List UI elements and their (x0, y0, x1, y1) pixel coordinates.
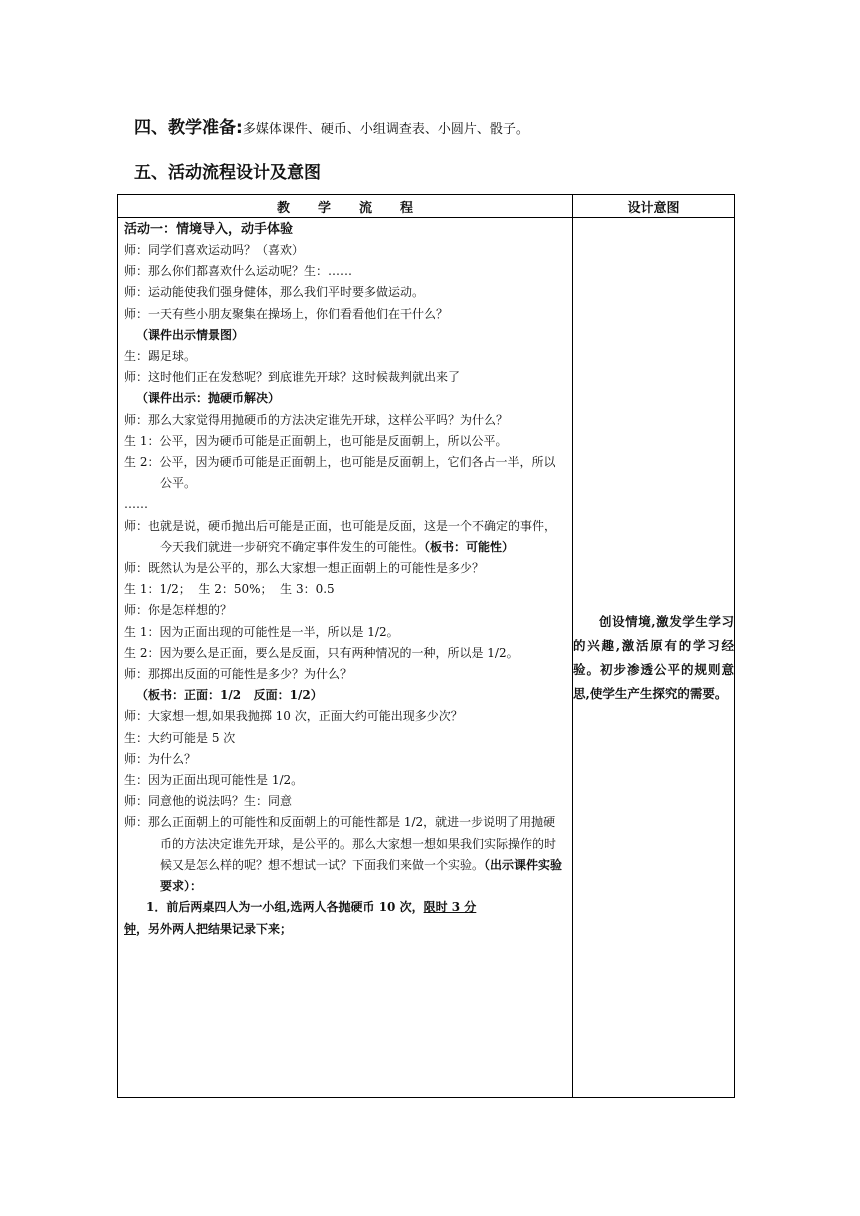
intent-cell (573, 218, 735, 1098)
flow-line: 师：为什么？ (124, 751, 197, 766)
flow-line: 师：你是怎样想的？ (124, 603, 233, 618)
flow-line: 师：一天有些小朋友聚集在操场上，你们看看他们在干什么？ (124, 306, 449, 321)
section-4-teaching-prep (134, 113, 529, 138)
flow-line: （课件出示情景图） (136, 327, 245, 342)
flow-line: 师：同学们喜欢运动吗？（喜欢） (124, 243, 305, 257)
flow-line-requirement-cont: 钟，另外两人把结果记录下来； (124, 921, 293, 936)
flow-line: 生 1：因为正面出现的可能性是一半，所以是 1/2。 (124, 624, 399, 639)
flow-line: 师：同意他的说法吗？生：同意 (124, 794, 293, 809)
flow-line: 师：那么你们都喜欢什么运动呢？生：…… (124, 264, 353, 279)
flow-line: 生 2：因为要么是正面，要么是反面，只有两种情况的一种，所以是 1/2。 (124, 645, 519, 660)
flow-line: 师：那掷出反面的可能性是多少？为什么？ (124, 667, 353, 682)
section-4-heading: 四、教学准备: (134, 118, 243, 138)
board-note: （板书：可能性） (424, 539, 515, 554)
flow-line: （板书：正面：1/2 反面：1/2） (136, 688, 323, 703)
activity-flow-table (117, 194, 735, 1098)
flow-line: 师：那么正面朝上的可能性和反面朝上的可能性都是 1/2，就进一步说明了用抛硬币的方法决定谁先开球，是公平的。那么大家想一想如果我们实际操作的时候又是怎么样的呢？想不想试一试？下面我们来做一个实验。（出示课件实验要求）： (124, 815, 563, 894)
flow-line: 生：因为正面出现可能性是 1/2。 (124, 773, 304, 788)
time-limit: 限时 3 分 (423, 900, 477, 915)
flow-line: 师：既然认为是公平的，那么大家想一想正面朝上的可能性是多少？ (124, 561, 485, 576)
col-header-flow: 教学流程 (118, 195, 573, 218)
flow-cell (118, 218, 573, 1098)
flow-line: 生 2：公平，因为硬币可能是正面朝上，也可能是反面朝上，它们各占一半，所以公平。 (124, 455, 556, 491)
flow-line: 生 1：公平，因为硬币可能是正面朝上，也可能是反面朝上，所以公平。 (124, 433, 508, 448)
flow-line: 师：那么大家觉得用抛硬币的方法决定谁先开球，这样公平吗？为什么？ (124, 412, 509, 427)
flow-line: 师：运动能使我们强身健体，那么我们平时要多做运动。 (124, 285, 425, 300)
flow-line: 师：这时他们正在发愁呢？到底谁先开球？这时候裁判就出来了 (124, 370, 461, 385)
flow-line: 师：也就是说，硬币抛出后可能是正面，也可能是反面，这是一个不确定的事件，今天我们就进一步研究不确定事件发生的可能性。（板书：可能性） (124, 518, 557, 554)
section-4-text: 多媒体课件、硬币、小组调查表、小圆片、骰子。 (242, 122, 529, 137)
flow-line: …… (124, 497, 148, 512)
design-intent-text: 创设情境,激发学生学习的兴趣,激活原有的学习经验。初步渗透公平的规则意思,使学生产生探究的需要。 (573, 613, 734, 701)
col-header-intent: 设计意图 (573, 195, 735, 218)
flow-line: 师：大家想一想,如果我抛掷 10 次，正面大约可能出现多少次？ (124, 709, 463, 724)
courseware-note: （出示课件实验要求）： (160, 857, 563, 894)
flow-line: （课件出示：抛硬币解决） (136, 391, 281, 406)
flow-line: 生：大约可能是 5 次 (124, 730, 236, 745)
table-body-row (118, 218, 735, 1098)
activity-title: 活动一：情境导入，动手体验 (124, 222, 294, 237)
flow-line: 生 1：1/2； 生 2：50%； 生 3：0.5 (124, 582, 335, 597)
section-5-heading: 五、活动流程设计及意图 (134, 163, 321, 183)
table-header-row (118, 195, 735, 218)
flow-line: 生：踢足球。 (124, 349, 197, 364)
flow-line-requirement: 1．前后两桌四人为一小组,选两人各抛硬币 10 次，限时 3 分 (146, 900, 477, 915)
